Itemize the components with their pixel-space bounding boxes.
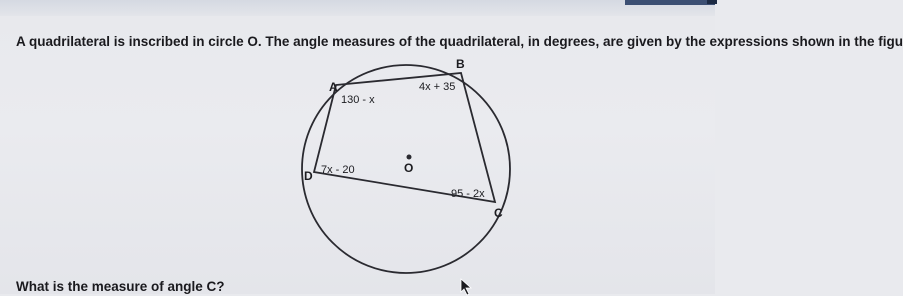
quadrilateral-abcd	[314, 73, 495, 202]
pointer-cursor-icon	[460, 278, 474, 296]
question-ask: What is the measure of angle C?	[16, 279, 225, 294]
vertex-label-c: C	[494, 206, 503, 220]
vertex-label-b: B	[456, 57, 465, 71]
vertex-label-a: A	[329, 80, 338, 94]
angle-c-expression: 95 - 2x	[451, 188, 485, 200]
question-prompt: A quadrilateral is inscribed in circle O. The angle measures of the quadrilateral, in degrees, are given by the expressions shown in the figu	[16, 34, 903, 49]
vertex-label-d: D	[304, 169, 313, 183]
inscribed-quadrilateral-figure	[0, 16, 903, 294]
angle-a-expression: 130 - x	[341, 94, 375, 106]
window-top-bar	[0, 0, 715, 16]
angle-b-expression: 4x + 35	[419, 81, 456, 93]
window-edge-strip	[625, 0, 715, 5]
question-panel	[0, 16, 903, 294]
window-edge-dot	[707, 0, 717, 4]
center-point	[407, 155, 412, 160]
center-label: O	[404, 161, 414, 175]
angle-d-expression: 7x - 20	[321, 164, 355, 176]
